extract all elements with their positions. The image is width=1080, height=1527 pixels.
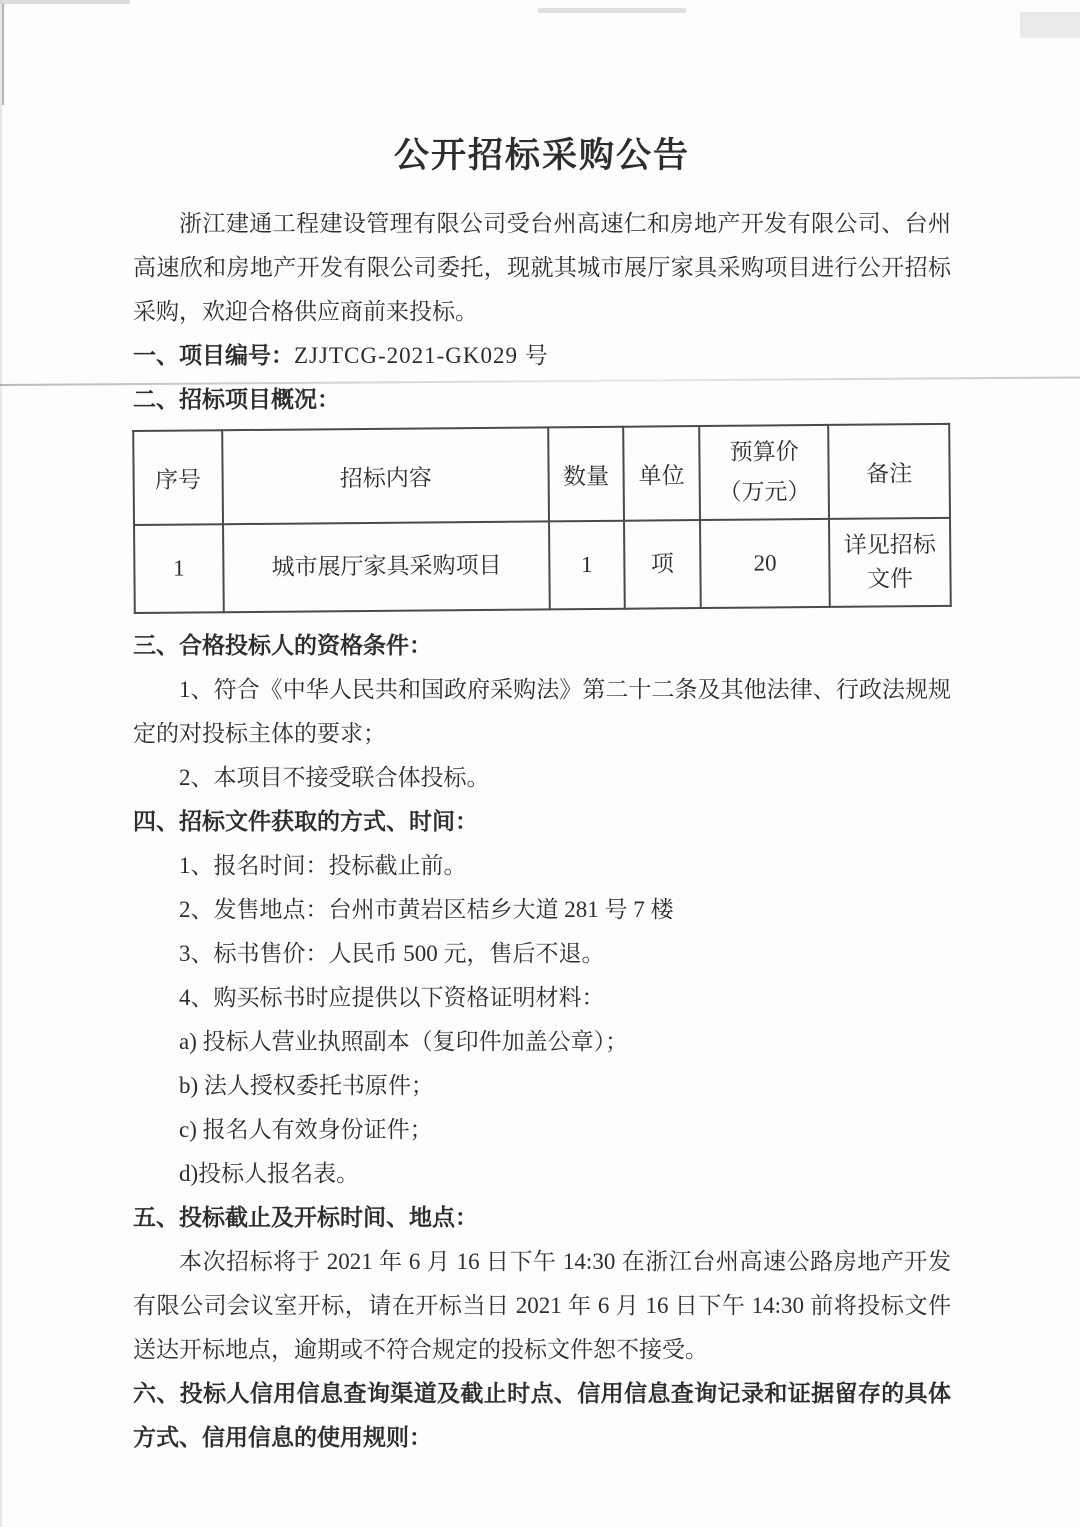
section-1-heading: 一、项目编号： xyxy=(133,343,294,368)
section-4-subitem: c) 报名人有效身份证件； xyxy=(179,1117,433,1142)
scan-edge-shadow xyxy=(0,0,2,1527)
section-3-item: 1、符合《中华人民共和国政府采购法》第二十二条及其他法律、行政法规规定的对投标主体的要求； xyxy=(133,677,951,746)
cell-content: 城市展厅家具采购项目 xyxy=(223,521,550,612)
section-4-item: 2、发售地点：台州市黄岩区桔乡大道 281 号 7 楼 xyxy=(179,897,674,922)
cell-seq: 1 xyxy=(134,524,224,613)
section-5-heading: 五、投标截止及开标时间、地点： xyxy=(133,1205,478,1230)
section-1-line xyxy=(133,334,951,378)
section-5-body: 本次招标将于 2021 年 6 月 16 日下午 14:30 在浙江台州高速公路房地产开发有限公司会议室开标，请在开标当日 2021 年 6 月 16 日下午 14:30 前将投标文件送达开标地点，逾期或不符合规定的投标文件恕不接受。 xyxy=(133,1249,951,1362)
cell-budget: 20 xyxy=(700,519,830,608)
section-3-item: 2、本项目不接受联合体投标。 xyxy=(179,765,490,790)
scan-smudge-top-middle xyxy=(538,8,686,13)
scan-edge-line xyxy=(2,3,4,105)
cell-unit: 项 xyxy=(624,520,701,609)
section-3-heading: 三、合格投标人的资格条件： xyxy=(133,633,432,658)
scan-smudge-top-left xyxy=(0,0,130,4)
col-header-quantity: 数量 xyxy=(549,427,624,522)
section-4-subitem: a) 投标人营业执照副本（复印件加盖公章）； xyxy=(179,1029,629,1054)
col-header-seq: 序号 xyxy=(133,430,223,525)
section-4-heading: 四、招标文件获取的方式、时间： xyxy=(133,809,478,834)
section-2-heading: 二、招标项目概况： xyxy=(133,387,340,412)
page-title: 公开招标采购公告 xyxy=(393,136,690,175)
col-header-content: 招标内容 xyxy=(222,427,549,524)
table-header-row xyxy=(133,424,950,525)
tender-overview-table xyxy=(132,423,952,614)
scan-smudge-top-right xyxy=(1020,12,1080,38)
section-4-item: 4、购买标书时应提供以下资格证明材料： xyxy=(179,985,605,1010)
cell-quantity: 1 xyxy=(549,521,624,610)
section-4-subitem: d)投标人报名表。 xyxy=(179,1161,360,1186)
project-number: ZJJTCG-2021-GK029 号 xyxy=(294,343,549,368)
document-content xyxy=(133,128,951,1460)
col-header-remarks: 备注 xyxy=(828,424,950,519)
col-header-unit: 单位 xyxy=(623,426,701,521)
intro-paragraph: 浙江建通工程建设管理有限公司受台州高速仁和房地产开发有限公司、台州高速欣和房地产开发有限公司委托，现就其城市展厅家具采购项目进行公开招标采购，欢迎合格供应商前来投标。 xyxy=(133,211,951,324)
section-6-heading: 六、投标人信用信息查询渠道及截止时点、信用信息查询记录和证据留存的具体方式、信用信息的使用规则： xyxy=(133,1381,951,1450)
section-4-item: 3、标书售价：人民币 500 元，售后不退。 xyxy=(179,941,605,966)
section-4-subitem: b) 法人授权委托书原件； xyxy=(179,1073,434,1098)
cell-remarks: 详见招标文件 xyxy=(829,518,951,607)
table-row xyxy=(134,518,951,613)
col-header-budget: 预算价 （万元） xyxy=(699,425,829,520)
section-4-item: 1、报名时间：投标截止前。 xyxy=(179,853,467,878)
